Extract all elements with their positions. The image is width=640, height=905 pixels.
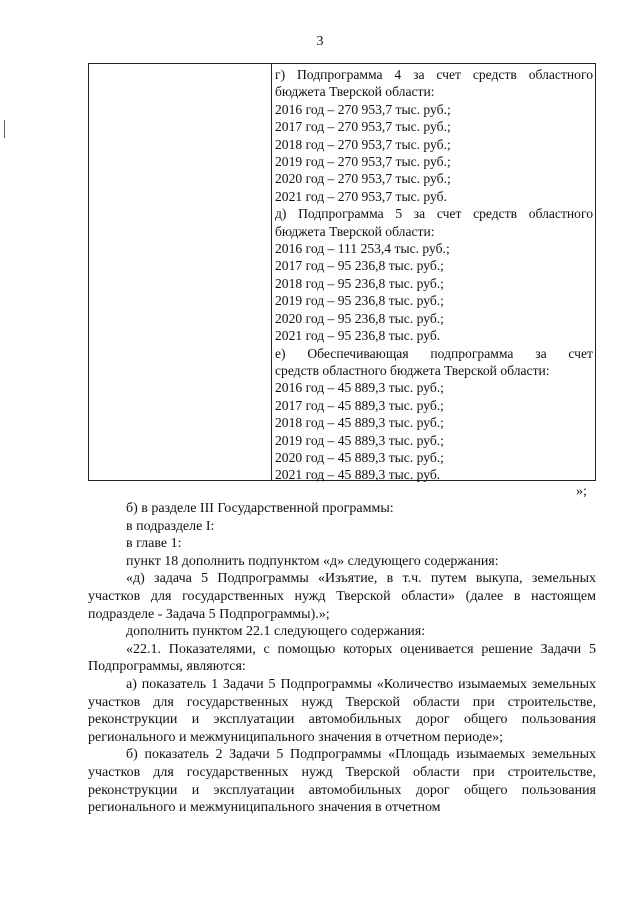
- closing-quote: »;: [576, 484, 587, 499]
- table-line: 2021 год – 45 889,3 тыс. руб.: [275, 467, 441, 483]
- table-line: 2017 год – 45 889,3 тыс. руб.;: [275, 397, 444, 413]
- table-line: 2018 год – 270 953,7 тыс. руб.;: [275, 136, 451, 152]
- paragraph: б) в разделе III Государственной программы:: [126, 501, 394, 516]
- paragraph: «д) задача 5 Подпрограммы «Изъятие, в т.ч. путем выкупа, земельных участков для государственных нужд Тверской области» (далее в настоящем подразделе - Задача 5 Подпрограммы).»;: [88, 571, 596, 622]
- table-column-divider: [271, 64, 272, 480]
- table-line: 2020 год – 270 953,7 тыс. руб.;: [275, 171, 451, 187]
- table-line: 2017 год – 95 236,8 тыс. руб.;: [275, 258, 444, 274]
- table-line: 2019 год – 45 889,3 тыс. руб.;: [275, 432, 444, 448]
- table-line: 2021 год – 95 236,8 тыс. руб.: [275, 328, 441, 344]
- table-line: бюджета Тверской области:: [275, 223, 435, 239]
- page-number: 3: [316, 34, 324, 49]
- table-line: 2020 год – 95 236,8 тыс. руб.;: [275, 310, 444, 326]
- table-line: 2017 год – 270 953,7 тыс. руб.;: [275, 119, 451, 135]
- table-line: 2018 год – 95 236,8 тыс. руб.;: [275, 275, 444, 291]
- paragraph: дополнить пунктом 22.1 следующего содержания:: [126, 624, 426, 640]
- body-text: [88, 500, 596, 817]
- table-line: 2016 год – 111 253,4 тыс. руб.;: [275, 241, 450, 257]
- table-line: 2019 год – 95 236,8 тыс. руб.;: [275, 293, 444, 309]
- table-right-cell: [275, 66, 593, 484]
- margin-mark: [4, 120, 5, 138]
- table-line: 2019 год – 270 953,7 тыс. руб.;: [275, 154, 451, 170]
- paragraph: в главе 1:: [126, 536, 182, 552]
- table-line: 2016 год – 45 889,3 тыс. руб.;: [275, 380, 444, 396]
- paragraph: пункт 18 дополнить подпунктом «д» следующего содержания:: [126, 553, 499, 569]
- paragraph: в подразделе I:: [126, 518, 215, 534]
- table-line: средств областного бюджета Тверской области:: [275, 362, 550, 378]
- table-line: 2020 год – 45 889,3 тыс. руб.;: [275, 449, 444, 465]
- paragraph: «22.1. Показателями, с помощью которых оценивается решение Задачи 5 Подпрограммы, являются:: [88, 641, 596, 675]
- table-line: е) Обеспечивающая подпрограмма за счет: [275, 345, 593, 361]
- paragraph: б) показатель 2 Задачи 5 Подпрограммы «Площадь изымаемых земельных участков для государственных нужд Тверской области при строительстве, реконструкции и эксплуатации автомобильных дорог общего пользования регионального и межмуниципального значения в отчетном: [88, 747, 596, 816]
- table-line: д) Подпрограмма 5 за счет средств областного: [275, 206, 593, 222]
- funding-table: [88, 63, 596, 481]
- table-line: бюджета Тверской области:: [275, 84, 435, 100]
- table-line: 2016 год – 270 953,7 тыс. руб.;: [275, 101, 451, 117]
- table-line: 2021 год – 270 953,7 тыс. руб.: [275, 188, 447, 204]
- table-line: г) Подпрограмма 4 за счет средств областного: [275, 67, 593, 82]
- table-line: 2018 год – 45 889,3 тыс. руб.;: [275, 415, 444, 431]
- paragraph: а) показатель 1 Задачи 5 Подпрограммы «Количество изымаемых земельных участков для государственных нужд Тверской области при строительстве, реконструкции и эксплуатации автомобильных дорог общего пользования регионального и межмуниципального значения в отчетном периоде»;: [88, 676, 596, 745]
